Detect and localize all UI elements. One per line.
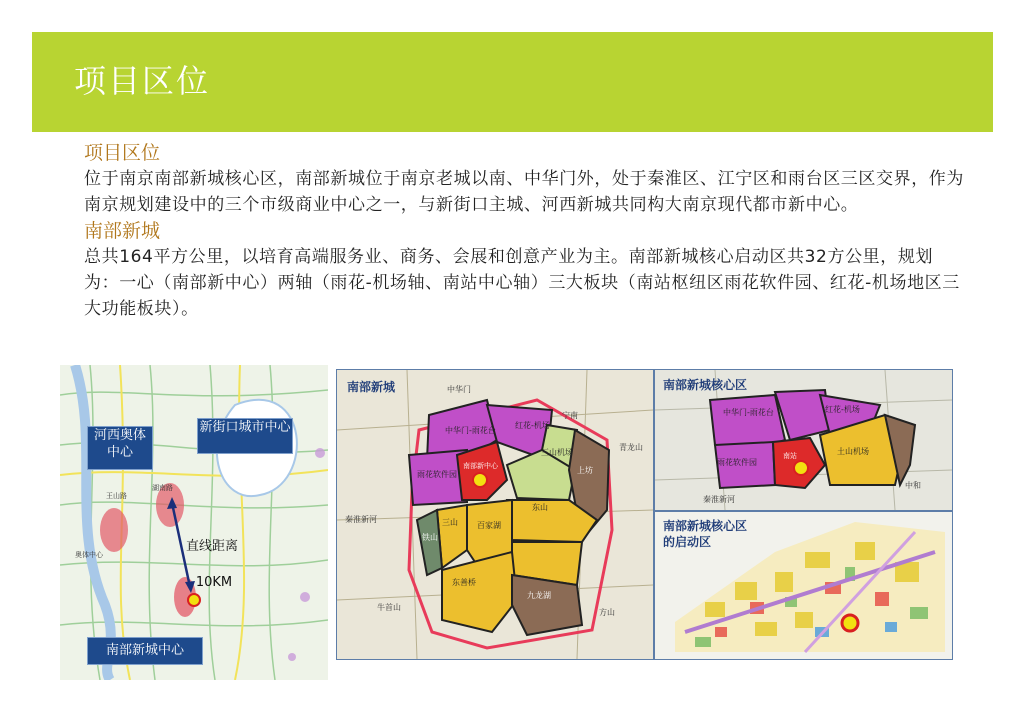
- callout-south-center: [87, 637, 203, 665]
- district-label: 雨花软件园: [717, 458, 757, 467]
- new-city-heading: 南部新城: [84, 220, 161, 242]
- mid-map-label: 南部新城: [347, 380, 396, 394]
- callout-south-center-text: 南部新城中心: [105, 643, 184, 658]
- place-label: 青龙山: [619, 443, 643, 452]
- district-label: 中华门-雨花台: [445, 426, 496, 435]
- district-label: 九龙湖: [527, 591, 551, 600]
- district-label: 铁山: [422, 533, 438, 542]
- core-area-map: [654, 369, 953, 511]
- district-label: 东善桥: [452, 578, 476, 587]
- road-label: 王山路: [106, 492, 127, 500]
- slide-title: 项目区位: [74, 62, 211, 100]
- district-label: 红花-机场: [825, 405, 860, 414]
- distance-value: 10KM: [195, 575, 233, 590]
- location-body: 位于南京南部新城核心区，南部新城位于南京老城以南、中华门外，处于秦淮区、江宁区和雨台区三区交界，作为南京规划建设中的三个市级商业中心之一，与新街口主城、河西新城共同构大南京现代都市新中心。: [84, 169, 964, 215]
- road-label: 湖南路: [152, 484, 173, 492]
- place-label: 中和: [905, 481, 921, 490]
- startup-area-map: [654, 511, 953, 660]
- place-label: 中华门: [447, 385, 471, 394]
- new-city-body: 总共164平方公里，以培育高端服务业、商务、会展和创意产业为主。南部新城核心启动区共32方公里，规划为：一心（南部新中心）两轴（雨花-机场轴、南站中心轴）三大板块（南站枢纽区雨花软件园、红花-机场地区三大功能板块）。: [84, 247, 960, 319]
- place-label: 宁南: [562, 411, 578, 420]
- district-label: 上坊: [577, 466, 593, 475]
- district-label: 中华门-雨花台: [723, 408, 774, 417]
- br-map-label: [663, 518, 747, 550]
- location-heading: 项目区位: [84, 142, 161, 164]
- district-label: 南站: [783, 452, 797, 460]
- intro-text: [84, 140, 964, 322]
- callout-xinjiekou-text: 新街口城市中心: [199, 420, 291, 435]
- nanjing-city-map: [60, 365, 328, 680]
- district-label: 百家湖: [477, 521, 501, 530]
- road-label: 奥体中心: [75, 551, 103, 559]
- callout-xinjiekou: [197, 418, 293, 454]
- place-label: 秦淮新河: [703, 495, 735, 504]
- distance-label: 直线距离: [186, 539, 239, 554]
- district-label: 雨花软件园: [417, 470, 457, 479]
- district-label: 红花-机场: [515, 421, 550, 430]
- district-label: 南部新中心: [463, 462, 498, 470]
- callout-hexi: [87, 426, 153, 470]
- district-label: 土山机场: [837, 447, 869, 456]
- city-road-network: [60, 365, 328, 680]
- south-new-city-districts: [337, 370, 653, 659]
- br-map-label-line2: 的启动区: [663, 535, 712, 549]
- br-map-label-line1: 南部新城核心区: [663, 519, 748, 533]
- district-label: 三山: [442, 518, 458, 527]
- place-label: 牛首山: [377, 603, 401, 612]
- place-label: 方山: [599, 608, 615, 617]
- tr-map-label: 南部新城核心区: [663, 378, 748, 392]
- south-new-city-map: [336, 369, 654, 660]
- place-label: 秦淮新河: [345, 515, 377, 524]
- district-label: 三山机场: [541, 448, 573, 457]
- callout-hexi-text: 河西奥体中心: [93, 428, 146, 460]
- district-label: 东山: [532, 503, 548, 512]
